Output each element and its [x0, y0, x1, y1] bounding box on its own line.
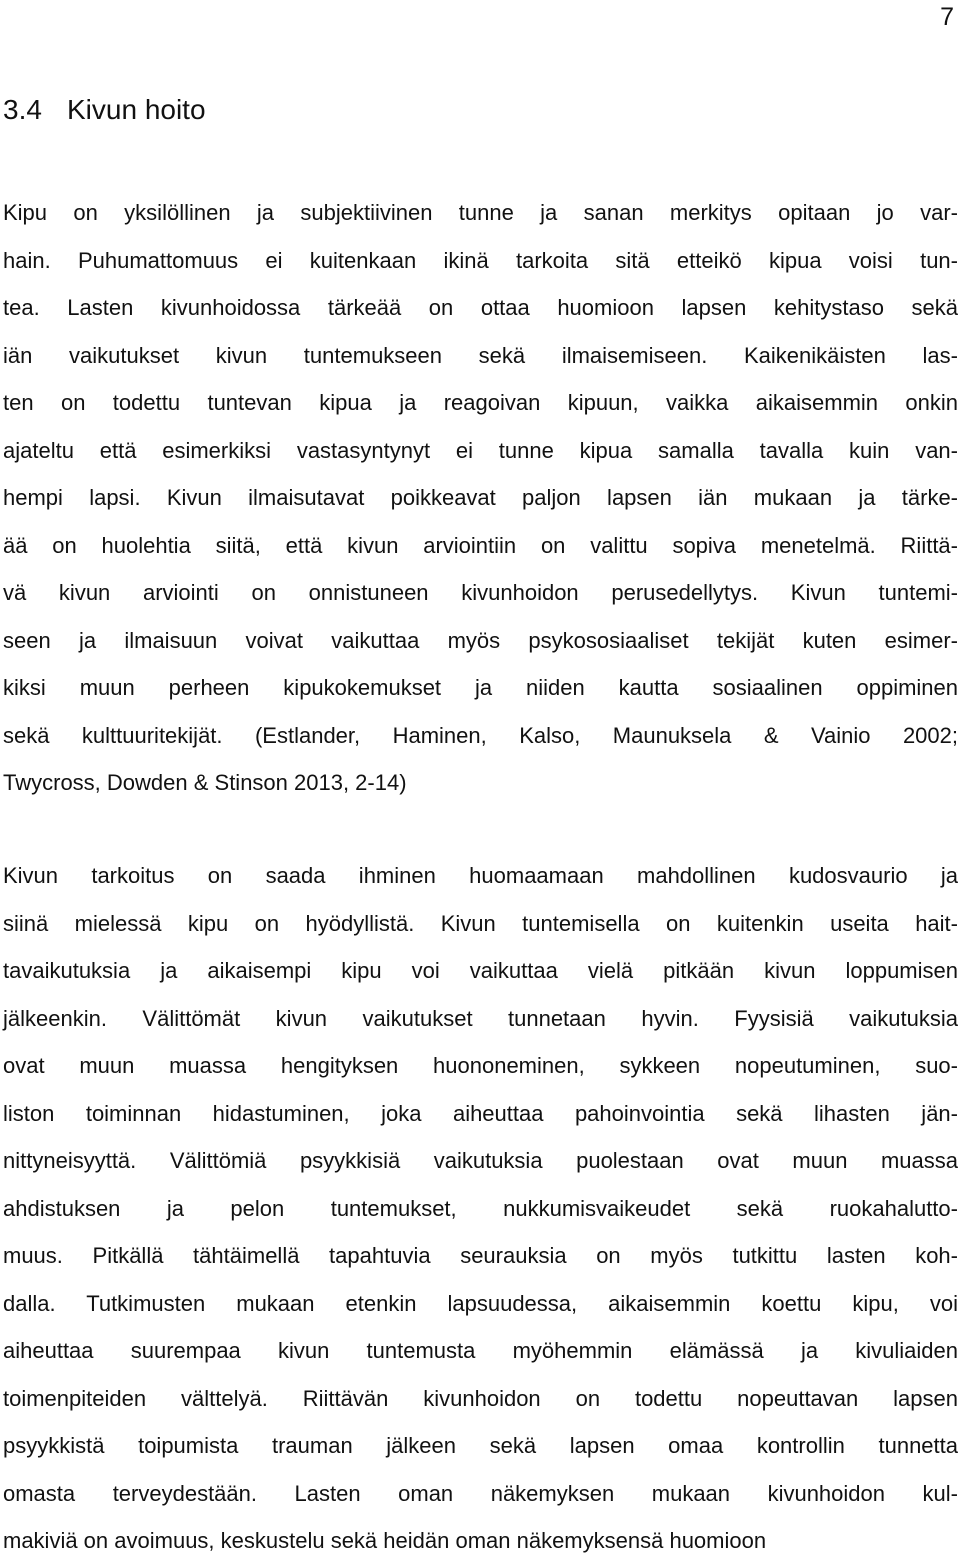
section-title: Kivun hoito — [67, 94, 206, 125]
text-line: tavaikutuksia ja aikaisempi kipu voi vaikuttaa vielä pitkään kivun loppumisen — [3, 958, 958, 983]
text-line: aiheuttaa suurempaa kivun tuntemusta myöhemmin elämässä ja kivuliaiden — [3, 1338, 958, 1363]
text-line: omasta terveydestään. Lasten oman näkemyksen mukaan kivunhoidon kul- — [3, 1480, 958, 1506]
text-line: Kipu on yksilöllinen ja subjektiivinen tunne ja sanan merkitys opitaan jo var- — [3, 200, 958, 225]
text-line: Twycross, Dowden & Stinson 2013, 2-14) — [3, 770, 407, 795]
section-heading — [3, 90, 206, 130]
text-line: psyykkistä toipumista trauman jälkeen sekä lapsen omaa kontrollin tunnetta — [3, 1433, 958, 1458]
text-line: iän vaikutukset kivun tuntemukseen sekä ilmaisemiseen. Kaikenikäisten las- — [3, 342, 958, 368]
paragraph-2 — [3, 852, 958, 1565]
text-line: ten on todettu tuntevan kipua ja reagoivan kipuun, vaikka aikaisemmin onkin — [3, 390, 958, 415]
text-line: Kivun tarkoitus on saada ihminen huomaamaan mahdollinen kudosvaurio ja — [3, 863, 958, 888]
text-line: ajateltu että esimerkiksi vastasyntynyt ei tunne kipua samalla tavalla kuin van- — [3, 437, 958, 463]
text-line: vä kivun arviointi on onnistuneen kivunhoidon perusedellytys. Kivun tuntemi- — [3, 580, 958, 605]
text-line: seen ja ilmaisuun voivat vaikuttaa myös psykososiaaliset tekijät kuten esimer- — [3, 627, 958, 653]
text-line: jälkeenkin. Välittömät kivun vaikutukset tunnetaan hyvin. Fyysisiä vaikutuksia — [3, 1005, 958, 1031]
text-line: kiksi muun perheen kipukokemukset ja niiden kautta sosiaalinen oppiminen — [3, 675, 958, 700]
section-number: 3.4 — [3, 94, 42, 125]
text-line: sekä kulttuuritekijät. (Estlander, Haminen, Kalso, Maunuksela & Vainio 2002; — [3, 722, 958, 748]
text-line: muus. Pitkällä tähtäimellä tapahtuvia seurauksia on myös tutkittu lasten koh- — [3, 1243, 958, 1268]
paragraph-1 — [3, 189, 958, 807]
text-line: hempi lapsi. Kivun ilmaisutavat poikkeavat paljon lapsen iän mukaan ja tärke- — [3, 485, 958, 510]
text-line: siinä mielessä kipu on hyödyllistä. Kivun tuntemisella on kuitenkin useita hait- — [3, 910, 958, 936]
text-line: toimenpiteiden välttelyä. Riittävän kivunhoidon on todettu nopeuttavan lapsen — [3, 1385, 958, 1411]
text-line: ää on huolehtia siitä, että kivun arviointiin on valittu sopiva menetelmä. Riittä- — [3, 532, 958, 558]
text-line: dalla. Tutkimusten mukaan etenkin lapsuudessa, aikaisemmin koettu kipu, voi — [3, 1290, 958, 1316]
text-line: ahdistuksen ja pelon tuntemukset, nukkumisvaikeudet sekä ruokahalutto- — [3, 1195, 958, 1221]
text-line: makiviä on avoimuus, keskustelu sekä heidän oman näkemyksensä huomioon — [3, 1528, 767, 1553]
text-line: hain. Puhumattomuus ei kuitenkaan ikinä tarkoita sitä etteikö kipua voisi tun- — [3, 247, 958, 273]
text-line: liston toiminnan hidastuminen, joka aiheuttaa pahoinvointia sekä lihasten jän- — [3, 1100, 958, 1126]
text-line: tea. Lasten kivunhoidossa tärkeää on ottaa huomioon lapsen kehitystaso sekä — [3, 295, 958, 320]
text-line: nittyneisyyttä. Välittömiä psyykkisiä vaikutuksia puolestaan ovat muun muassa — [3, 1148, 958, 1173]
page-number: 7 — [940, 3, 954, 31]
text-line: ovat muun muassa hengityksen huononeminen, sykkeen nopeutuminen, suo- — [3, 1053, 958, 1078]
